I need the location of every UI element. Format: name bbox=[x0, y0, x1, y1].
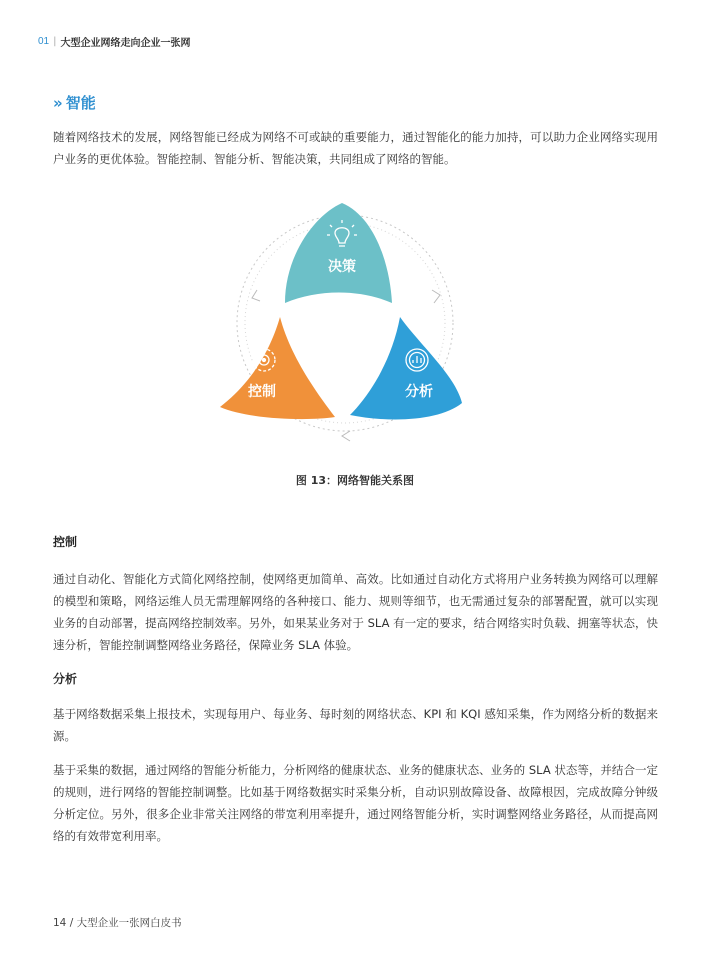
analysis-paragraph-2: 基于采集的数据，通过网络的智能分析能力，分析网络的健康状态、业务的健康状态、业务的 SLA 状态等，并结合一定的规则，进行网络的智能控制调整。比如基于网络数据实时采集分析，自动识别故障设备、故障根因，完成故障分钟级分析定位。另外，很多企业非常关注网络的带宽利用率提升，通过网络智能分析，实时调整网络业务路径，从而提高网络的有效带宽利用率。 bbox=[53, 763, 658, 843]
intelligence-diagram bbox=[210, 195, 500, 445]
analytics-icon bbox=[406, 349, 428, 371]
analysis-paragraph-1: 基于网络数据采集上报技术，实现每用户、每业务、每时刻的网络状态、KPI 和 KQI 感知采集，作为网络分析的数据来源。 bbox=[53, 707, 658, 743]
decision-petal bbox=[285, 203, 392, 303]
page-header bbox=[38, 34, 191, 49]
analysis-label: 分析 bbox=[405, 384, 433, 400]
header-divider: | bbox=[53, 36, 57, 47]
intro-paragraph: 随着网络技术的发展，网络智能已经成为网络不可或缺的重要能力，通过智能化的能力加持，可以助力企业网络实现用户业务的更优体验。智能控制、智能分析、智能决策，共同组成了网络的智能。 bbox=[53, 130, 658, 166]
double-chevron-icon: » bbox=[53, 93, 60, 112]
control-heading: 控制 bbox=[53, 535, 78, 549]
arrow-bottom-icon bbox=[342, 431, 350, 441]
arrow-left-icon bbox=[252, 290, 260, 301]
analysis-petal bbox=[350, 317, 462, 419]
arrow-right-icon bbox=[432, 290, 440, 303]
chapter-title: 大型企业网络走向企业一张网 bbox=[60, 38, 191, 49]
page-footer: 14 / 大型企业一张网白皮书 bbox=[53, 917, 182, 929]
section-heading bbox=[53, 92, 96, 113]
chapter-number: 01 bbox=[38, 36, 50, 47]
decision-label: 决策 bbox=[328, 259, 356, 275]
control-label: 控制 bbox=[248, 384, 276, 400]
section-title: 智能 bbox=[65, 94, 96, 112]
control-paragraph: 通过自动化、智能化方式简化网络控制，使网络更加简单、高效。比如通过自动化方式将用户业务转换为网络可以理解的模型和策略，网络运维人员无需理解网络的各种接口、能力、规则等细节，也无需通过复杂的部署配置，就可以实现业务的自动部署，提高网络控制效率。另外，如果某业务对于 SLA 有一定的要求，结合网络实时负载、拥塞等状态，快速分析，智能控制调整网络业务路径，保障业务 SLA 体验。 bbox=[53, 572, 658, 652]
figure-caption: 图 13：网络智能关系图 bbox=[295, 474, 415, 487]
analysis-heading: 分析 bbox=[53, 672, 78, 686]
control-petal bbox=[220, 317, 335, 419]
